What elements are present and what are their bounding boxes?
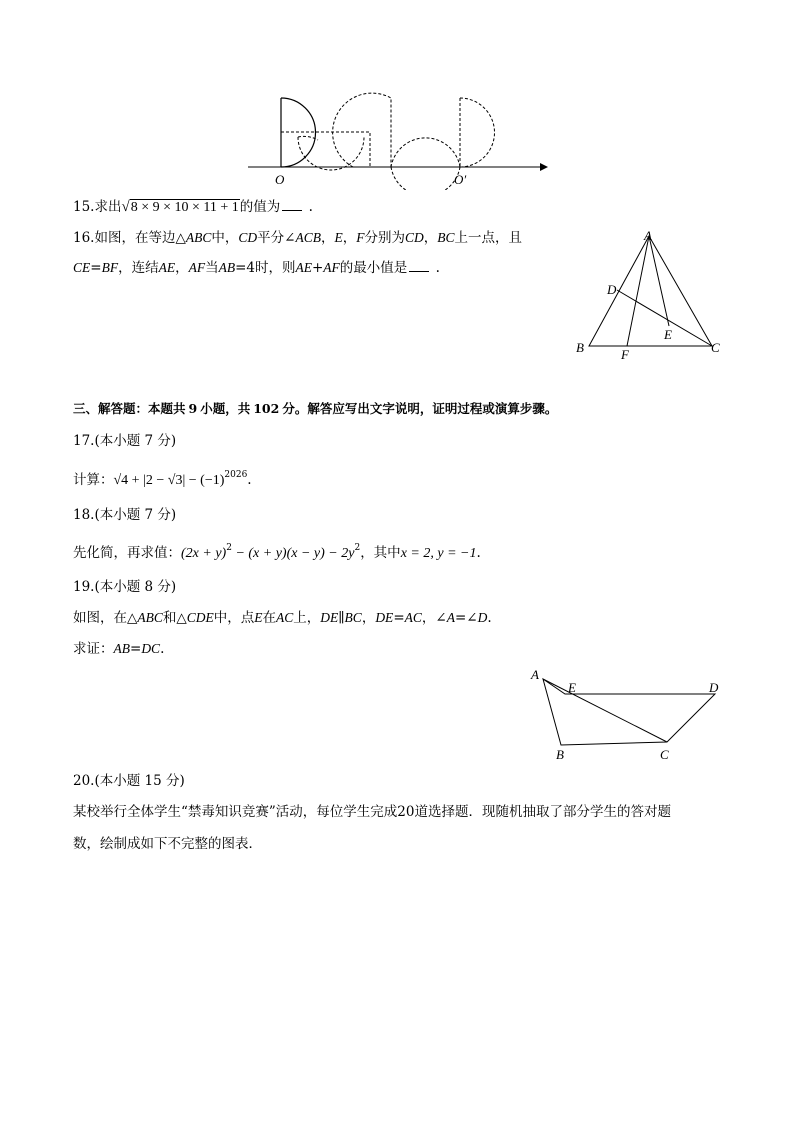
q18-end: . — [476, 545, 481, 561]
section3-points: 102 — [253, 401, 280, 416]
q19-text: = — [130, 641, 142, 657]
q19-text: 求证： — [73, 641, 114, 657]
q15-number: 15. — [73, 199, 95, 215]
q16-text: = — [90, 260, 102, 276]
q16-var: AF — [323, 260, 340, 275]
q15-end: . — [308, 199, 313, 215]
label-o: O — [275, 172, 285, 187]
q19-text: =∠ — [454, 610, 478, 626]
q19-var: BC — [344, 610, 362, 625]
q16-label-c: C — [711, 340, 720, 355]
q18-expression-a: (2x + y) — [181, 546, 227, 561]
q18-header: 18.(本小题 7 分) — [73, 507, 177, 523]
section3-mid: 小题，共 — [200, 401, 251, 416]
q16-var: AB — [218, 260, 236, 275]
q19-text: 和△ — [162, 610, 187, 626]
q19-text: . — [487, 610, 492, 626]
q19-text: ∥ — [338, 610, 345, 626]
q16-text: ， — [423, 230, 438, 246]
q19-var: ABC — [137, 610, 163, 625]
q19-var: AC — [404, 610, 422, 625]
q16-triangle-figure — [565, 222, 735, 367]
q19-line2 — [73, 639, 164, 659]
q16-answer-blank — [409, 259, 429, 272]
section3-count: 9 — [188, 401, 198, 416]
q18-condition-prefix: ，其中 — [360, 545, 401, 561]
q19-var: DE — [375, 610, 394, 625]
q16-label-a: A — [644, 228, 652, 243]
q19-var: DE — [320, 610, 339, 625]
q16-label-e: E — [664, 327, 672, 342]
q19-text: 在 — [262, 610, 277, 626]
q19-text: ，∠ — [421, 610, 447, 626]
q16-label-f: F — [621, 347, 629, 362]
q19-label-c: C — [660, 747, 669, 762]
q16-var: ABC — [185, 230, 212, 245]
q16-var: AE — [295, 260, 312, 275]
question-16-line2 — [73, 258, 440, 278]
q16-text: 分别为 — [364, 230, 405, 246]
q19-var: DC — [141, 641, 161, 656]
q19-text: 上， — [293, 610, 321, 626]
q19-var: AC — [276, 610, 294, 625]
q16-text: ， — [175, 260, 189, 276]
question-15 — [73, 197, 313, 218]
q16-var: AF — [188, 260, 206, 275]
q18-body — [73, 538, 481, 564]
q16-number: 16. — [73, 230, 95, 246]
section3-prefix: 三、解答题：本题共 — [73, 401, 186, 416]
q16-text: =4时，则 — [235, 260, 296, 276]
q19-var: D — [477, 610, 488, 625]
q16-text: 中， — [211, 230, 239, 246]
q18-exponent-a: 2 — [226, 543, 232, 553]
q16-var: F — [356, 230, 365, 245]
q19-header: 19.(本小题 8 分) — [73, 579, 177, 595]
q16-text: 的最小值是 — [339, 260, 408, 276]
q19-label-e: E — [568, 680, 576, 695]
q17-expression: √4 + |2 − √3| − (−1) — [113, 473, 225, 488]
q17-end: . — [247, 472, 252, 488]
q16-var: E — [334, 230, 343, 245]
q17-exponent: 2026 — [224, 470, 248, 480]
q19-text: . — [160, 641, 165, 657]
q17-header: 17.(本小题 7 分) — [73, 433, 177, 449]
q19-trapezoid-figure — [525, 665, 730, 765]
rolling-semicircle-figure — [240, 90, 560, 190]
q17-label: 计算： — [73, 472, 114, 488]
q16-text: ，连结 — [118, 260, 159, 276]
q16-text: ， — [320, 230, 335, 246]
q16-text: ， — [342, 230, 357, 246]
q15-suffix: 的值为 — [239, 199, 281, 215]
q20-line1: 某校举行全体学生“禁毒知识竞赛”活动，每位学生完成20道选择题．现随机抽取了部分学生的答对题 — [73, 804, 671, 820]
q19-var: E — [254, 610, 263, 625]
q19-var: A — [446, 610, 455, 625]
q18-expression-b: − (x + y)(x − y) − 2y — [231, 546, 355, 561]
q16-var: AE — [158, 260, 176, 275]
q18-label: 先化简，再求值： — [73, 545, 181, 561]
q16-text: 当 — [205, 260, 219, 276]
q19-var: CDE — [186, 610, 214, 625]
q19-line1 — [73, 608, 492, 628]
q15-prefix: 求出 — [94, 199, 122, 215]
section-3-heading — [73, 400, 557, 418]
q19-text: 中，点 — [213, 610, 255, 626]
q16-var: CD — [238, 230, 258, 245]
q18-condition: x = 2, y = −1 — [400, 546, 477, 561]
q16-end: . — [435, 260, 440, 276]
q16-var: CD — [404, 230, 424, 245]
q18-exponent-b: 2 — [354, 543, 361, 553]
q15-radicand: 8 × 9 × 10 × 11 + 1 — [130, 200, 239, 215]
q15-answer-blank — [282, 198, 302, 211]
q20-header: 20.(本小题 15 分) — [73, 773, 185, 789]
q19-text: = — [393, 610, 405, 626]
q16-label-d: D — [607, 282, 617, 297]
q16-var: BF — [101, 260, 119, 275]
q16-text: 如图，在等边△ — [94, 230, 186, 246]
q16-var: BC — [437, 230, 455, 245]
question-16-line1 — [73, 228, 522, 248]
q19-text: ， — [361, 610, 376, 626]
section3-suffix: 分。解答应写出文字说明，证明过程或演算步骤。 — [282, 401, 558, 416]
q16-label-b: B — [576, 340, 584, 355]
q19-label-d: D — [709, 680, 719, 695]
label-o-prime: O′ — [454, 172, 467, 187]
q17-body — [73, 465, 252, 491]
q16-text: 上一点，且 — [454, 230, 522, 246]
q19-text: 如图，在△ — [73, 610, 138, 626]
q19-label-b: B — [556, 747, 564, 762]
q16-var: ACB — [295, 230, 321, 245]
q16-text: 平分∠ — [257, 230, 296, 246]
q16-text: + — [311, 260, 324, 276]
q16-var: CE — [73, 260, 91, 275]
q19-label-a: A — [531, 667, 539, 682]
q15-sqrt-sign: √ — [121, 199, 130, 215]
q19-var: AB — [113, 641, 130, 656]
q20-line2: 数，绘制成如下不完整的图表． — [73, 836, 262, 852]
